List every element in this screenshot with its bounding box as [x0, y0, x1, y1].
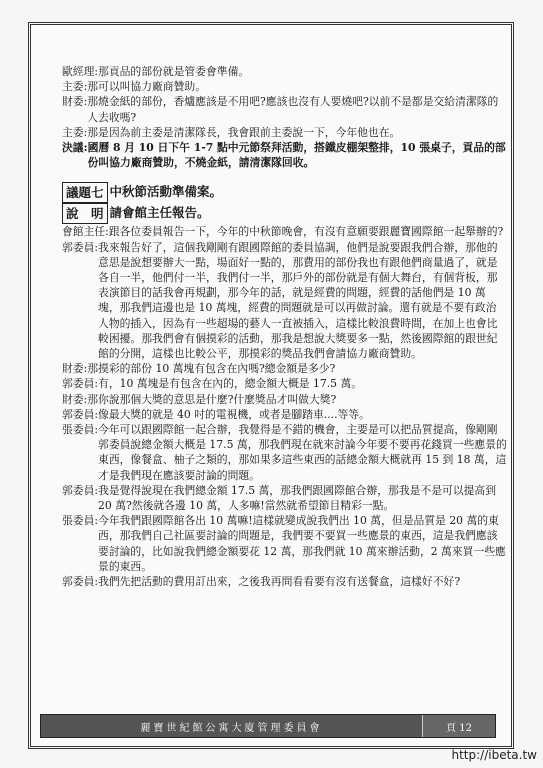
speaker-name: 歐經理: — [62, 65, 99, 78]
watermark: http://ibeta.tw — [451, 748, 537, 762]
speaker-name: 財委: — [62, 392, 88, 406]
speaker-name: 郭委員: — [62, 407, 99, 421]
speech-text: 那燒金紙的部份，香爐應該是不用吧?應該也沒有人要燒吧?以前不是都是交給清潔隊的人去收嗎? — [87, 95, 499, 124]
speech-text: 那貢品的部份就是管委會準備。 — [98, 65, 250, 78]
speaker-name: 財委: — [62, 362, 88, 376]
speaker-name: 主委: — [62, 80, 88, 94]
dialogue-block-main — [62, 224, 507, 589]
explanation-title: 請會館主任報告。 — [109, 205, 210, 221]
page-footer — [40, 714, 496, 738]
dialogue-block-top — [62, 64, 507, 170]
explanation-heading — [62, 203, 507, 224]
dialogue-entry — [62, 407, 507, 422]
dialogue-entry — [62, 483, 507, 513]
speaker-name: 郭委員: — [62, 483, 99, 497]
agenda-title: 中秋節活動準備案。 — [109, 184, 223, 200]
dialogue-entry — [62, 224, 507, 239]
dialogue-entry — [62, 392, 507, 407]
speech-text: 那摸彩的部份 10 萬塊有包含在內嗎?總金額是多少? — [87, 362, 336, 376]
speaker-name: 郭委員: — [62, 575, 99, 589]
explanation-label: 說 明 — [62, 203, 108, 224]
dialogue-entry — [62, 94, 507, 124]
speaker-name: 郭委員: — [62, 377, 99, 391]
dialogue-entry — [62, 240, 507, 362]
dialogue-entry — [62, 422, 507, 483]
dialogue-entry — [62, 376, 507, 391]
dialogue-entry — [62, 574, 507, 589]
speech-text: 我來報告好了，這個我剛剛有跟國際館的委員協調，他們是說要跟我們合辦，那他的意思是說想要辦大一點，場面好一點的，那費用的部份我也有跟他們商量過了，就是各自一半，他們付一半，我們付一半，那戶外的部份就是有個大舞台，有個背板，那表演節目的話我會再規劃，那今年的話，就是經費的問題，經費的話他們是 10 萬塊，那我們這邊也是 10 萬塊，經費的問題就是可以再做討論。還有就是不要有政治人物的插入，因為有一些超場的藝人一直被插入，這樣比較浪費時間，在加上也會比較困擾。那我們會有個摸彩的活動，那我是想說大獎要多一點，然後國際館的跟世紀館的分開，這樣也比較公平，那摸彩的獎品我們會請協力廠商贊助。 — [98, 240, 498, 361]
speaker-name: 財委: — [62, 95, 88, 109]
speech-text: 像最大獎的就是 40 吋的電視機，或者是腳踏車....等等。 — [98, 407, 370, 421]
dialogue-entry — [62, 361, 507, 376]
speaker-name: 主委: — [62, 125, 88, 139]
decision-text: 國曆 8 月 10 日下午 1-7 點中元節祭拜活動，搭鐵皮棚架整排，10 張桌子，貢品的部份叫協力廠商贊助，不燒金紙，請清潔隊回收。 — [87, 141, 506, 170]
decision-entry — [62, 140, 507, 170]
speaker-name: 會館主任: — [62, 225, 109, 239]
dialogue-entry — [62, 125, 507, 140]
dialogue-entry — [62, 64, 507, 79]
speech-text: 那你說那個大獎的意思是什麼?什麼獎品才叫做大獎? — [87, 392, 337, 406]
footer-title: 麗寶世紀館公寓大廈管理委員會 — [140, 722, 323, 734]
speech-text: 我是覺得說現在我們總金額 17.5 萬，那我們跟國際館合辦，那我是不是可以提高到 20 萬?然後就各邊 10 萬，人多嘛!當然就希望節目精彩一點。 — [98, 483, 497, 513]
speech-text: 今年可以跟國際館一起合辦，我覺得是不錯的機會，主要是可以把品質提高，像剛剛郭委員說總金額大概是 17.5 萬，那我們現在就來討論今年要不要再花錢買一些應景的東西，像餐盒、柚子之類的，那如果多這些東西的話總金額大概就再 15 到 18 萬，這才是我們現在應該要討論的問題。 — [98, 423, 507, 482]
agenda-label: 議題七 — [62, 182, 108, 203]
dialogue-entry — [62, 79, 507, 94]
agenda-heading — [62, 182, 507, 203]
minutes-content — [62, 64, 507, 589]
speech-text: 我們先把活動的費用訂出來，之後我再問看看要有沒有送餐盒，這樣好不好? — [98, 575, 461, 589]
dialogue-entry — [62, 513, 507, 574]
speech-text: 那可以叫協力廠商贊助。 — [87, 80, 206, 94]
speech-text: 今年我們跟國際館各出 10 萬嘛!這樣就變成說我們出 10 萬，但是品質是 20 萬的東西，那我們自己社區要討論的問題是，我們要不要買一些應景的東西，這是我們應該要討論的，比如說我們總金額要花 12 萬，那我們就 10 萬來辦活動，2 萬來買一些應景的東西。 — [98, 514, 506, 573]
speech-text: 那是因為前主委是清潔隊長，我會跟前主委說一下，今年他也在。 — [87, 125, 401, 139]
page-number: 頁 12 — [422, 715, 495, 737]
speaker-name: 張委員: — [62, 423, 99, 437]
speech-text: 跟各位委員報告一下，今年的中秋節晚會，有沒有意願要跟麗寶國際館一起舉辦的? — [108, 225, 504, 239]
speaker-name: 張委員: — [62, 514, 99, 528]
decision-label: 決議: — [62, 141, 88, 155]
speech-text: 有，10 萬塊是有包含在內的，總金額大概是 17.5 萬。 — [98, 377, 363, 391]
speaker-name: 郭委員: — [62, 240, 99, 254]
